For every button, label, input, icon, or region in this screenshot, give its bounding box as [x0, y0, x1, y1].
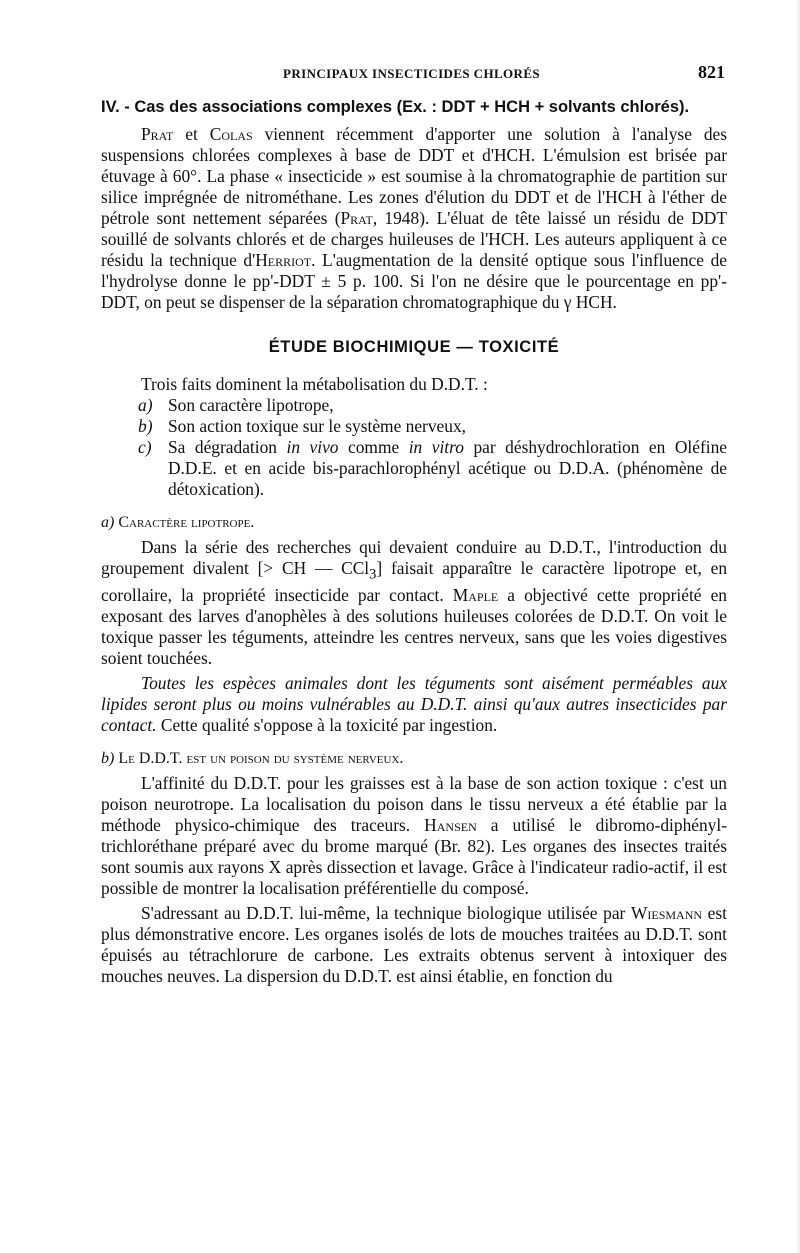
running-title: PRINCIPAUX INSECTICIDES CHLORÉS	[283, 66, 541, 81]
subsection-a-paragraph-2	[101, 673, 727, 736]
section-iv-heading: IV. - Cas des associations complexes (Ex. : DDT + HCH + solvants chlorés).	[101, 98, 690, 116]
list-label: b)	[138, 416, 153, 436]
page-number: 821	[698, 62, 725, 82]
text-run: est plus démonstrative encore. Les organes isolés de lots de mouches traitées au D.D.T. sont épuisés au tétrachlorure de carbone. Les extraits obtenus servent à intoxiquer des mouches neuves. La dispersion du D.D.T. est ainsi établie, en fonction du	[101, 903, 727, 987]
text-run: ] faisait apparaître le caractère lipotrope et, en corollaire, la propriété insecticide par contact.	[101, 558, 728, 606]
text-run: a objectivé cette propriété en exposant des larves d'anophèles à des solutions huileuses colorées de D.D.T. On voit le toxique passer les téguments, atteindre les centres nerveux, sans que les voies digestives soient touchées.	[101, 585, 727, 669]
list-item	[101, 416, 727, 437]
list-text: comme	[338, 437, 409, 457]
subsection-title: Le D.D.T. est un poison du système nerveux.	[118, 750, 404, 768]
author-name: Prat	[340, 208, 373, 228]
text-run: et	[173, 124, 210, 144]
subsection-b-paragraph-1	[101, 773, 727, 899]
text-run: viennent récemment d'apporter une solution à l'analyse des suspensions chlorées complexes à base de DDT et d'HCH. L'émulsion est brisée par étuvage à 60°. La phase « insecticide » est soumise à la chromatographie de partition sur silice imprégnée de nitrométhane. Les zones d'élution du DDT et de l'HCH à l'éther de pétrole sont nettement séparées (	[101, 124, 727, 228]
text-run: Dans la série des recherches qui devaient conduire au D.D.T., l'introduction du groupement divalent [> CH — CCl	[101, 537, 727, 578]
subsection-title: Caractère lipotrope.	[118, 514, 255, 531]
list-text-italic: in vivo	[286, 437, 339, 457]
subsection-b-paragraph-2	[101, 903, 727, 987]
list-label: a)	[138, 395, 153, 415]
author-name: Hansen	[424, 815, 477, 836]
section-title: ÉTUDE BIOCHIMIQUE — TOXICITÉ	[268, 338, 560, 356]
author-name: Prat	[141, 124, 174, 144]
subsection-a-paragraph-1	[101, 537, 727, 669]
author-name: Wiesmann	[630, 903, 703, 924]
facts-list	[101, 395, 727, 500]
text-run: , 1948). L'éluat de tête laissé un résidu de DDT souillé de solvants chlorés et de charges huileuses de l'HCH. Les auteurs appliquent à ce résidu la technique d'	[101, 208, 727, 270]
list-text: Son action toxique sur le système nerveux,	[168, 416, 466, 436]
list-text: Son caractère lipotrope,	[168, 395, 334, 415]
text-run: . L'augmentation de la densité optique sous l'influence de l'hydrolyse donne le pp'-DDT ± 5 p. 100. Si l'on ne désire que le pourcentage en pp'-DDT, on peut se dispenser de la séparation chromatographique du γ HCH.	[101, 250, 727, 312]
text-run: Cette qualité s'oppose à la toxicité par ingestion.	[156, 715, 498, 736]
text-run: a utilisé le dibromo-diphényl-trichloréthane préparé avec du brome marqué (Br. 82). Les organes des insectes traités sont soumis aux rayons X après dissection et lavage. Grâce à l'indicateur radio-actif, il est possible de montrer la localisation préférentielle du composé.	[101, 815, 727, 899]
author-name: Colas	[209, 124, 253, 144]
page-header	[100, 62, 725, 86]
list-text: par déshydrochloration en Oléfine D.D.E. et en acide bis-parachlorophényl acétique ou D.D.A. (phénomène de détoxication).	[168, 437, 727, 499]
subsection-b-heading	[101, 748, 727, 769]
text-run: S'adressant au D.D.T. lui-même, la technique biologique utilisée par	[141, 903, 631, 924]
list-label: c)	[138, 437, 152, 457]
subsection-label: a)	[101, 514, 115, 531]
list-item	[101, 395, 727, 416]
list-item	[101, 437, 727, 500]
author-name: Maple	[452, 585, 499, 606]
subsection-a-heading	[101, 512, 727, 533]
intro-paragraph: Trois faits dominent la métabolisation du D.D.T. :	[141, 374, 488, 394]
page-body	[101, 97, 727, 987]
section-iv-paragraph	[101, 124, 727, 313]
emphasis-text: Toutes les espèces animales dont les téguments sont aisément perméables aux lipides seront plus ou moins vulnérables au D.D.T. ainsi qu'aux autres insecticides par contact.	[101, 673, 727, 736]
subscript: 3	[369, 566, 377, 583]
list-text-italic: in vitro	[408, 437, 464, 457]
subsection-label: b)	[101, 750, 115, 768]
author-name: Herriot	[255, 250, 312, 270]
list-text: Sa dégradation	[168, 437, 287, 457]
text-run: L'affinité du D.D.T. pour les graisses est à la base de son action toxique : c'est un poison neurotrope. La localisation du poison dans le tissu nerveux a été établie par la méthode physico-chimique des traceurs.	[101, 773, 727, 836]
